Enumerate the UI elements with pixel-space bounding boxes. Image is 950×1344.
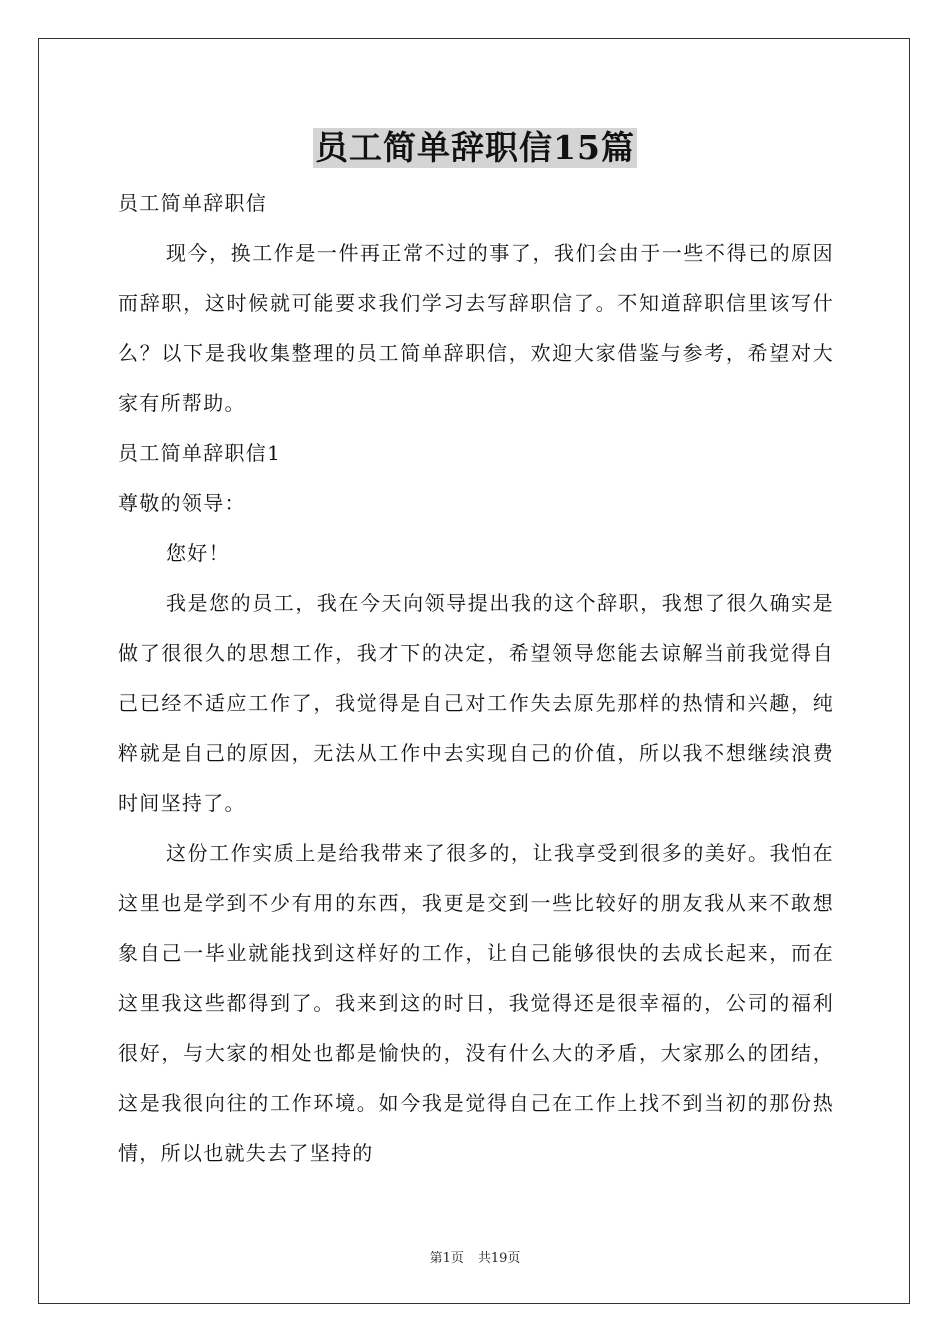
paragraph: 现今，换工作是一件再正常不过的事了，我们会由于一些不得已的原因而辞职，这时候就可能要求我们学习去写辞职信了。不知道辞职信里该写什么？以下是我收集整理的员工简单辞职信，欢迎大家借鉴与参考，希望对大家有所帮助。 — [118, 241, 834, 415]
greeting: 您好！ — [166, 541, 230, 565]
paragraph: 这份工作实质上是给我带来了很多的，让我享受到很多的美好。我怕在这里也是学到不少有用的东西，我更是交到一些比较好的朋友我从来不敢想象自己一毕业就能找到这样好的工作，让自己能够很快的去成长起来，而在这里我这些都得到了。我来到这的时日，我觉得还是很幸福的，公司的福利很好，与大家的相处也都是愉快的，没有什么大的矛盾，大家那么的团结，这是我很向往的工作环境。如今我是觉得自己在工作上找不到当初的那份热情，所以也就失去了坚持的 — [118, 841, 834, 1165]
salutation: 尊敬的领导： — [118, 491, 246, 515]
paragraph: 我是您的员工，我在今天向领导提出我的这个辞职，我想了很久确实是做了很很久的思想工作，我才下的决定，希望领导您能去谅解当前我觉得自己已经不适应工作了，我觉得是自己对工作失去原先那样的热情和兴趣，纯粹就是自己的原因，无法从工作中去实现自己的价值，所以我不想继续浪费时间坚持了。 — [118, 591, 834, 815]
document-body — [118, 178, 834, 1178]
paragraph: 员工简单辞职信 — [118, 191, 268, 215]
title-block — [0, 128, 950, 168]
page-footer — [0, 1247, 950, 1266]
document-title: 员工简单辞职信15篇 — [315, 128, 635, 167]
page-number: 第1页 — [429, 1251, 464, 1266]
page-total: 共19页 — [477, 1251, 521, 1266]
section-heading: 员工简单辞职信1 — [118, 441, 282, 465]
